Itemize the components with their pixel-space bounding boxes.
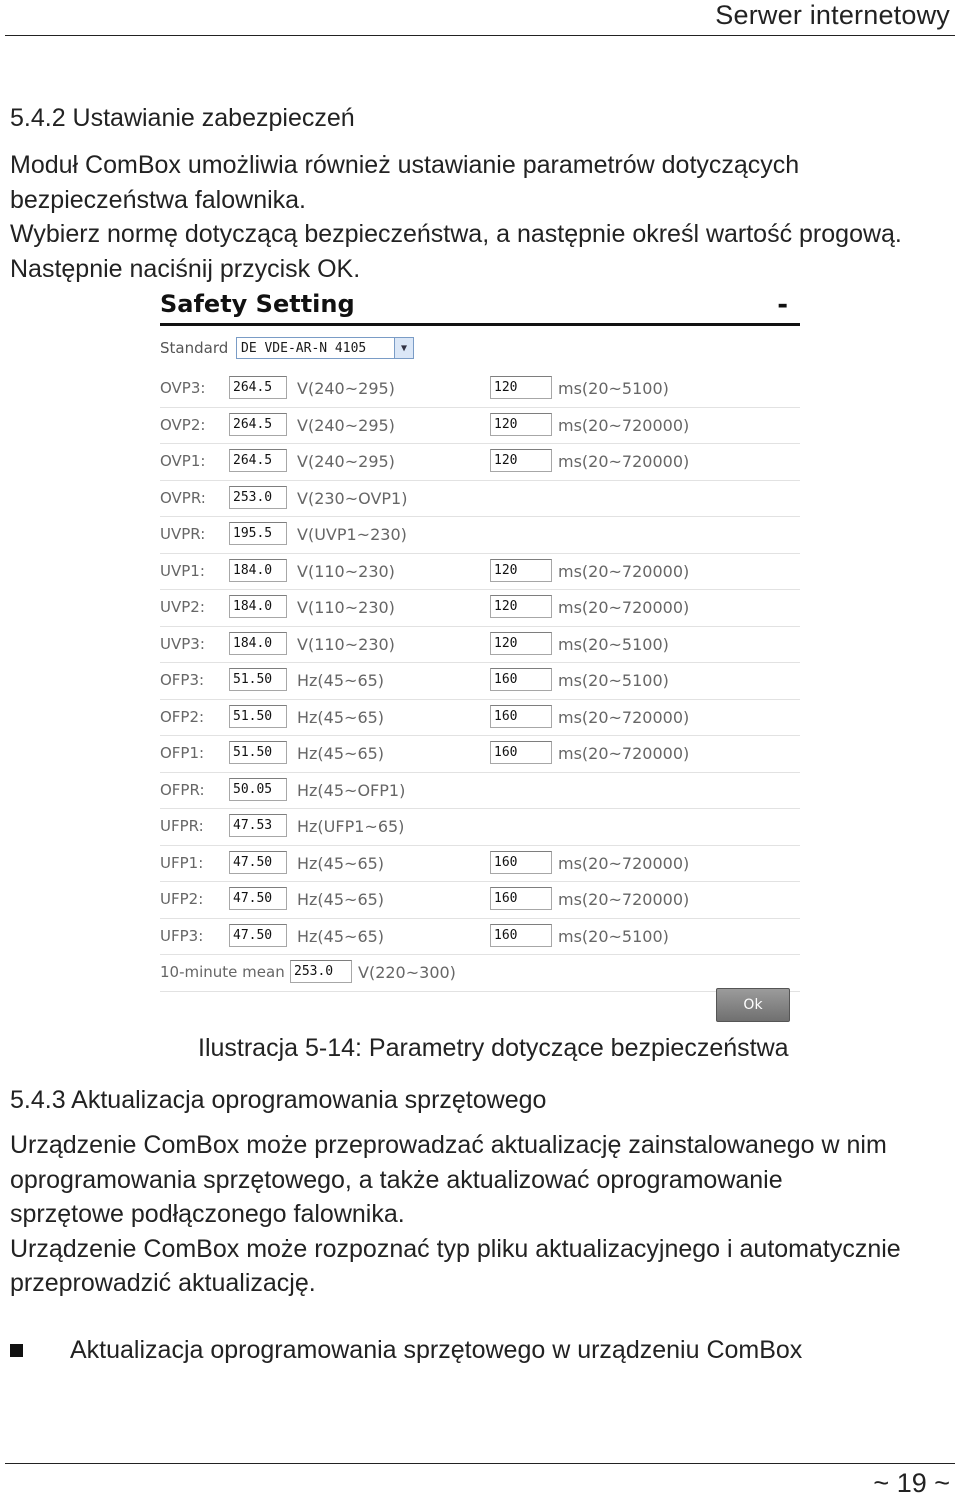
parameter-label: UFPR:	[160, 817, 204, 835]
threshold-input[interactable]: 184.0	[229, 632, 287, 655]
parameter-row	[160, 809, 800, 846]
threshold-input[interactable]: 264.5	[229, 449, 287, 472]
threshold-range: Hz(45~65)	[297, 890, 385, 909]
time-input[interactable]: 120	[490, 559, 552, 582]
parameter-row	[160, 846, 800, 883]
time-input[interactable]: 120	[490, 413, 552, 436]
standard-row	[160, 336, 414, 360]
time-range: ms(20~5100)	[558, 671, 669, 690]
threshold-range: Hz(UFP1~65)	[297, 817, 405, 836]
minimize-button[interactable]: -	[777, 290, 788, 320]
time-range: ms(20~5100)	[558, 379, 669, 398]
time-input[interactable]: 160	[490, 705, 552, 728]
safety-parameter-rows	[160, 371, 800, 992]
section-heading-5-4-3: 5.4.3 Aktualizacja oprogramowania sprzętowego	[10, 1086, 547, 1114]
threshold-range: Hz(45~OFP1)	[297, 780, 406, 800]
parameter-row	[160, 773, 800, 810]
time-range: ms(20~720000)	[558, 598, 690, 617]
header-divider	[5, 35, 955, 36]
paragraph-line: Następnie naciśnij przycisk OK.	[10, 254, 361, 283]
parameter-label: OVP3:	[160, 379, 206, 397]
threshold-input[interactable]: 47.50	[229, 851, 287, 874]
threshold-input[interactable]: 47.50	[229, 887, 287, 910]
paragraph-line: oprogramowania sprzętowego, a także aktualizować oprogramowanie	[10, 1165, 783, 1194]
chevron-down-icon[interactable]: ▼	[394, 338, 413, 358]
time-input[interactable]: 120	[490, 449, 552, 472]
standard-selected-value: DE VDE-AR-N 4105	[241, 340, 367, 356]
threshold-range: V(240~295)	[297, 415, 395, 435]
time-range: ms(20~5100)	[558, 926, 669, 946]
parameter-label: UFP3:	[160, 926, 204, 945]
time-range: ms(20~720000)	[558, 853, 690, 873]
threshold-input[interactable]: 184.0	[229, 595, 287, 618]
parameter-row	[160, 371, 800, 408]
parameter-label: UVPR:	[160, 525, 206, 543]
threshold-range: Hz(45~65)	[297, 744, 385, 763]
section-paragraph-5-4-3	[10, 1128, 901, 1301]
parameter-row	[160, 590, 800, 627]
parameter-row	[160, 517, 800, 554]
parameter-row	[160, 736, 800, 773]
paragraph-line: Moduł ComBox umożliwia również ustawianie parametrów dotyczących	[10, 151, 800, 179]
parameter-row	[160, 444, 800, 481]
parameter-row	[160, 554, 800, 591]
parameter-label: OFP1:	[160, 744, 205, 762]
parameter-row	[160, 882, 800, 919]
parameter-label: OFP3:	[160, 671, 205, 689]
paragraph-line: Urządzenie ComBox może rozpoznać typ pliku aktualizacyjnego i automatycznie	[10, 1234, 901, 1263]
parameter-label: UVP1:	[160, 561, 205, 580]
time-input[interactable]: 160	[490, 924, 552, 947]
threshold-input[interactable]: 253.0	[229, 486, 287, 509]
time-input[interactable]: 160	[490, 851, 552, 874]
time-range: ms(20~720000)	[558, 744, 690, 763]
panel-title-rule	[160, 323, 800, 326]
time-input[interactable]: 120	[490, 376, 552, 399]
threshold-input[interactable]: 184.0	[229, 559, 287, 582]
threshold-range: Hz(45~65)	[297, 926, 385, 946]
time-range: ms(20~720000)	[558, 415, 690, 435]
threshold-range: V(110~230)	[297, 561, 395, 581]
threshold-range: Hz(45~65)	[297, 671, 385, 690]
time-range: ms(20~720000)	[558, 452, 690, 471]
panel-title: Safety Setting	[160, 290, 355, 318]
mean-label: 10-minute mean	[160, 963, 285, 981]
threshold-input[interactable]: 51.50	[229, 705, 287, 728]
threshold-range: V(110~230)	[297, 598, 395, 617]
parameter-row	[160, 663, 800, 700]
threshold-range: V(110~230)	[297, 634, 395, 654]
threshold-range: V(230~OVP1)	[297, 488, 408, 508]
threshold-input[interactable]: 47.50	[229, 924, 287, 947]
parameter-label: UFP2:	[160, 890, 204, 908]
safety-setting-panel	[160, 290, 800, 1030]
threshold-input[interactable]: 51.50	[229, 741, 287, 764]
standard-select[interactable]	[236, 337, 414, 359]
threshold-range: V(UVP1~230)	[297, 525, 407, 544]
parameter-label: OVP1:	[160, 452, 206, 470]
time-range: ms(20~720000)	[558, 707, 690, 727]
mean-range: V(220~300)	[358, 963, 456, 982]
time-input[interactable]: 120	[490, 632, 552, 655]
standard-label: Standard	[160, 339, 229, 357]
section-heading-5-4-2: 5.4.2 Ustawianie zabezpieczeń	[10, 104, 355, 132]
parameter-label: OVPR:	[160, 488, 206, 507]
paragraph-line: Wybierz normę dotyczącą bezpieczeństwa, a następnie określ wartość progową.	[10, 220, 902, 248]
parameter-label: UFP1:	[160, 853, 204, 872]
parameter-row	[160, 408, 800, 445]
parameter-label: OFP2:	[160, 707, 205, 726]
parameter-row	[160, 700, 800, 737]
time-range: ms(20~720000)	[558, 890, 690, 909]
page-number: ~ 19 ~	[873, 1468, 950, 1498]
threshold-input[interactable]: 264.5	[229, 376, 287, 399]
threshold-range: Hz(45~65)	[297, 707, 385, 727]
paragraph-line: przeprowadzić aktualizację.	[10, 1269, 316, 1297]
page-header-title: Serwer internetowy	[715, 0, 950, 30]
footer-divider	[5, 1463, 955, 1464]
threshold-input[interactable]: 264.5	[229, 413, 287, 436]
time-input[interactable]: 160	[490, 887, 552, 910]
paragraph-line: Urządzenie ComBox może przeprowadzać aktualizację zainstalowanego w nim	[10, 1131, 887, 1159]
parameter-label: OVP2:	[160, 415, 206, 434]
bullet-text: Aktualizacja oprogramowania sprzętowego w urządzeniu ComBox	[70, 1336, 803, 1364]
parameter-label: OFPR:	[160, 780, 205, 799]
mean-input[interactable]: 253.0	[290, 960, 352, 983]
parameter-row	[160, 627, 800, 664]
threshold-input[interactable]: 50.05	[229, 778, 287, 801]
time-input[interactable]: 120	[490, 595, 552, 618]
ok-button[interactable]: Ok	[716, 988, 790, 1022]
figure-caption: Ilustracja 5-14: Parametry dotyczące bezpieczeństwa	[198, 1034, 789, 1062]
parameter-row	[160, 919, 800, 956]
paragraph-line: bezpieczeństwa falownika.	[10, 185, 306, 214]
threshold-input[interactable]: 47.53	[229, 814, 287, 837]
time-input[interactable]: 160	[490, 668, 552, 691]
threshold-range: Hz(45~65)	[297, 853, 385, 873]
paragraph-line: sprzętowe podłączonego falownika.	[10, 1200, 405, 1228]
bullet-square-icon	[10, 1344, 23, 1357]
threshold-input[interactable]: 195.5	[229, 522, 287, 545]
parameter-row	[160, 481, 800, 518]
threshold-input[interactable]: 51.50	[229, 668, 287, 691]
section-paragraph-5-4-2	[10, 148, 902, 286]
time-range: ms(20~5100)	[558, 634, 669, 654]
time-input[interactable]: 160	[490, 741, 552, 764]
bullet-item	[10, 1336, 802, 1365]
parameter-label: UVP2:	[160, 598, 205, 616]
mean-row	[160, 955, 800, 992]
threshold-range: V(240~295)	[297, 452, 395, 471]
threshold-range: V(240~295)	[297, 379, 395, 398]
parameter-label: UVP3:	[160, 634, 205, 653]
time-range: ms(20~720000)	[558, 561, 690, 581]
